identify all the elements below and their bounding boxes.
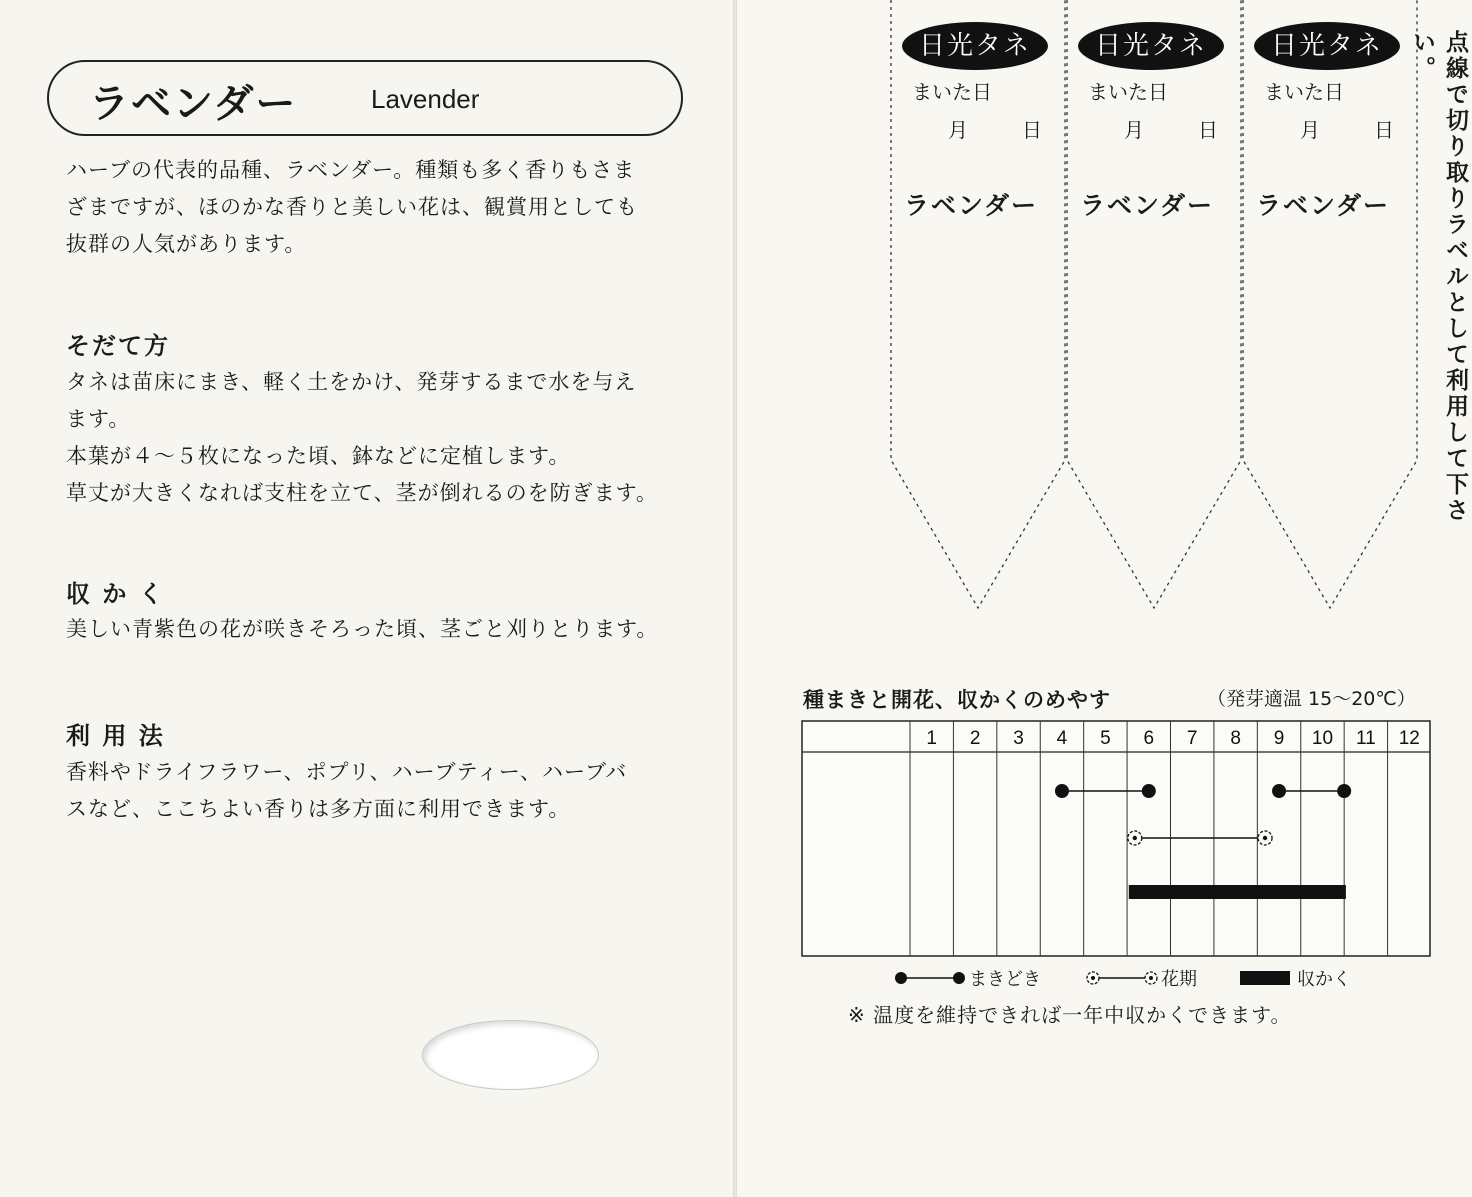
day-label: 日: [1198, 118, 1218, 142]
chart-frame: [802, 721, 1430, 956]
usage-line: スなど、ここちよい香りは多方面に利用できます。: [66, 797, 571, 821]
plant-label-3: [1242, 0, 1418, 612]
flower-marker-center: [1133, 836, 1137, 840]
title-english: Lavender: [371, 84, 480, 114]
month-tick-label: 11: [1356, 728, 1376, 749]
growing-line: ます。: [66, 407, 131, 431]
month-label: 月: [948, 118, 968, 142]
usage-line: 香料やドライフラワー、ポプリ、ハーブティー、ハーブバ: [66, 760, 628, 784]
harvest-legend-bar: [1240, 971, 1290, 985]
flower-marker-center: [1263, 836, 1267, 840]
month-tick-label: 8: [1230, 728, 1241, 749]
harvest-period-bar: [1129, 885, 1346, 899]
plant-label-2: [1066, 0, 1242, 612]
sowing-start-dot: [1055, 784, 1069, 798]
label-plant-name: ラベンダー: [904, 191, 1039, 220]
brand-badge: 日光タネ: [902, 22, 1048, 70]
usage-paragraph: [66, 754, 706, 828]
intro-line: 抜群の人気があります。: [66, 232, 307, 256]
intro-paragraph: [66, 152, 706, 263]
legend-flowering-label: 花期: [1161, 969, 1197, 990]
day-label: 日: [1022, 118, 1042, 142]
label-plant-name: ラベンダー: [1080, 191, 1215, 220]
month-tick-label: 9: [1273, 728, 1285, 749]
heading-usage: 利 用 法: [66, 722, 165, 750]
day-label: 日: [1374, 118, 1394, 142]
growing-calendar-chart: [801, 720, 1431, 960]
month-tick-label: 4: [1056, 728, 1068, 749]
intro-line: ざまですが、ほのかな香りと美しい花は、観賞用としても: [66, 195, 638, 219]
cut-instruction-vertical: 点線で切り取りラベルとして利用して下さい。: [1409, 30, 1468, 524]
flower-legend-icon: [1145, 972, 1157, 984]
month-tick-label: 12: [1398, 728, 1420, 749]
sowing-legend-dot: [895, 972, 907, 984]
month-tick-label: 1: [926, 728, 937, 749]
month-tick-label: 3: [1013, 728, 1024, 749]
flower-legend-icon: [1087, 972, 1099, 984]
sowed-date-label: まいた日: [1264, 80, 1344, 104]
sowing-start-dot: [1272, 784, 1286, 798]
harvest-paragraph: [66, 611, 706, 648]
month-label: 月: [1300, 118, 1320, 142]
brand-badge: 日光タネ: [1254, 22, 1400, 70]
intro-line: ハーブの代表的品種、ラベンダー。種類も多く香りもさま: [66, 158, 636, 182]
month-tick-label: 7: [1186, 728, 1198, 749]
plant-label-1: [890, 0, 1066, 612]
growing-line: タネは苗床にまき、軽く土をかけ、発芽するまで水を与え: [66, 370, 637, 394]
legend-harvest-label: 収かく: [1297, 969, 1351, 990]
packet-cutout: [422, 1020, 599, 1090]
legend-markers: [893, 965, 1353, 991]
month-tick-label: 6: [1143, 728, 1155, 749]
calendar-legend: [893, 965, 1353, 991]
month-label: 月: [1124, 118, 1144, 142]
label-plant-name: ラベンダー: [1256, 191, 1391, 220]
sowed-date-label: まいた日: [912, 80, 992, 104]
heading-harvest: 収 か く: [66, 580, 165, 608]
growing-line: 本葉が４～５枚になった頃、鉢などに定植します。: [66, 444, 571, 468]
month-tick-label: 10: [1311, 728, 1334, 749]
left-panel: [0, 0, 733, 1197]
germination-temperature-note: （発芽適温 15～20℃）: [1207, 688, 1416, 710]
title-japanese: ラベンダー: [89, 81, 298, 127]
legend-sowing-label: まきどき: [969, 969, 1041, 990]
sowed-date-label: まいた日: [1088, 80, 1168, 104]
sowing-end-dot: [1337, 784, 1351, 798]
title-box: [47, 60, 683, 136]
growing-paragraph: [66, 364, 706, 512]
brand-badge: 日光タネ: [1078, 22, 1224, 70]
harvest-line: 美しい青紫色の花が咲きそろった頃、茎ごと刈りとります。: [66, 617, 659, 641]
calendar-footnote: ※ 温度を維持できれば一年中収かくできます。: [848, 1003, 1292, 1027]
heading-growing: そだて方: [66, 332, 170, 360]
growing-line: 草丈が大きくなれば支柱を立て、茎が倒れるのを防ぎます。: [66, 481, 658, 505]
sowing-legend-dot: [953, 972, 965, 984]
calendar-title: 種まきと開花、収かくのめやす: [803, 688, 1111, 712]
month-tick-label: 2: [969, 728, 981, 749]
sowing-end-dot: [1142, 784, 1156, 798]
month-tick-label: 5: [1100, 728, 1111, 749]
